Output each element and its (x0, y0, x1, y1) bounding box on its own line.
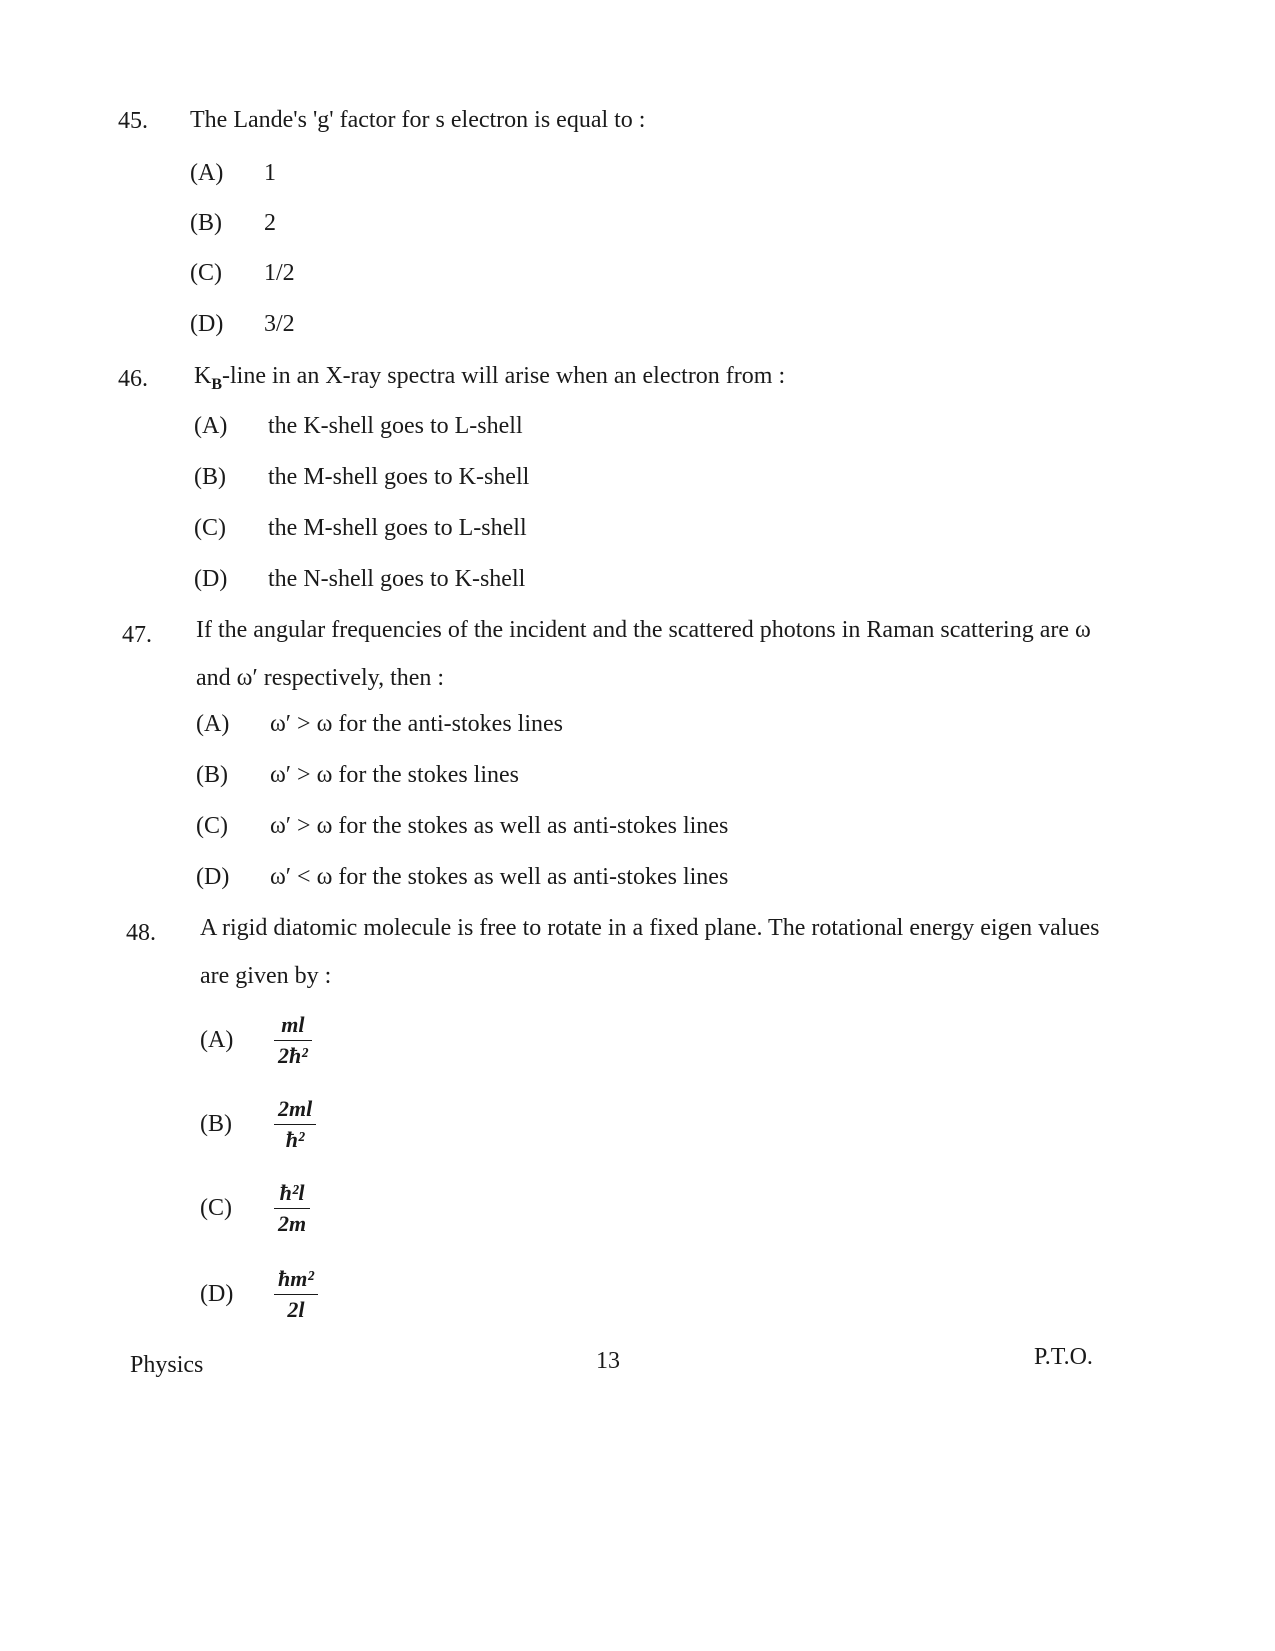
option-label: (B) (190, 210, 222, 236)
option-text: 1/2 (264, 260, 295, 286)
question-47-number: 47. (122, 622, 152, 648)
k-symbol: K (194, 363, 212, 389)
option-text: 1 (264, 160, 276, 186)
option-text: the K-shell goes to L-shell (268, 413, 523, 439)
fraction-numerator: ml (281, 1012, 305, 1037)
option-label: (D) (200, 1281, 234, 1307)
question-46-option-d (194, 566, 525, 593)
question-45-number: 45. (118, 108, 148, 134)
question-45-text: The Lande's 'g' factor for s electron is equal to : (190, 107, 646, 133)
option-label: (D) (190, 311, 224, 337)
question-45-option-c (190, 260, 295, 287)
k-subscript: B (211, 375, 223, 393)
fraction-numerator: ħm² (278, 1266, 314, 1291)
option-label: (C) (190, 260, 222, 286)
fraction-numerator: 2ml (278, 1096, 313, 1121)
fraction (274, 1094, 316, 1155)
fraction (274, 1178, 310, 1239)
question-48-number: 48. (126, 920, 156, 946)
option-label: (C) (200, 1195, 232, 1221)
option-label: (A) (190, 160, 224, 186)
option-text: the M-shell goes to K-shell (268, 464, 530, 490)
option-label: (B) (196, 762, 228, 788)
option-label: (C) (196, 813, 228, 839)
question-45-option-d (190, 311, 295, 338)
option-text: the N-shell goes to K-shell (268, 566, 526, 592)
option-text: ω′ > ω for the stokes as well as anti-stokes lines (270, 813, 729, 839)
option-label: (B) (194, 464, 226, 490)
option-text: 2 (264, 210, 276, 236)
footer-pto: P.T.O. (1034, 1344, 1093, 1370)
question-46-option-b (194, 464, 529, 491)
option-text: ω′ < ω for the stokes as well as anti-stokes lines (270, 864, 729, 890)
option-label: (A) (196, 711, 230, 737)
question-45-option-b (190, 210, 276, 237)
question-48-option-a (200, 1010, 312, 1071)
footer-subject: Physics (130, 1352, 204, 1378)
fraction (274, 1010, 312, 1071)
question-47-text: If the angular frequencies of the incident and the scattered photons in Raman scattering are ω and ω′ respectively, then : (196, 617, 1091, 691)
question-48-option-b (200, 1094, 316, 1155)
question-46-option-a (194, 413, 523, 440)
fraction-denominator: 2l (287, 1297, 305, 1322)
option-label: (A) (200, 1027, 234, 1053)
option-label: (D) (194, 566, 228, 592)
option-label: (D) (196, 864, 230, 890)
option-text: ω′ > ω for the stokes lines (270, 762, 520, 788)
fraction-denominator: 2ħ² (278, 1043, 308, 1068)
fraction (274, 1264, 318, 1325)
question-47-option-d (196, 864, 728, 891)
fraction-denominator: ħ² (285, 1127, 305, 1152)
question-45-option-a (190, 160, 276, 187)
question-48-option-d (200, 1264, 318, 1325)
option-text: 3/2 (264, 311, 295, 337)
option-text: the M-shell goes to L-shell (268, 515, 527, 541)
option-label: (B) (200, 1111, 232, 1137)
option-label: (A) (194, 413, 228, 439)
option-label: (C) (194, 515, 226, 541)
question-47-option-c (196, 813, 728, 840)
question-46-number: 46. (118, 366, 148, 392)
question-48-option-c (200, 1178, 310, 1239)
question-47-option-a (196, 711, 563, 738)
question-46-text-body: -line in an X-ray spectra will arise when an electron from : (222, 363, 786, 389)
fraction-denominator: 2m (278, 1211, 307, 1236)
question-46-option-c (194, 515, 527, 542)
question-47-option-b (196, 762, 519, 789)
footer-page-number: 13 (596, 1348, 620, 1374)
question-48-text: A rigid diatomic molecule is free to rotate in a fixed plane. The rotational energy eigen values are given by : (200, 915, 1100, 989)
question-46-text (194, 352, 1124, 409)
fraction-numerator: ħ²l (279, 1180, 305, 1205)
option-text: ω′ > ω for the anti-stokes lines (270, 711, 563, 737)
